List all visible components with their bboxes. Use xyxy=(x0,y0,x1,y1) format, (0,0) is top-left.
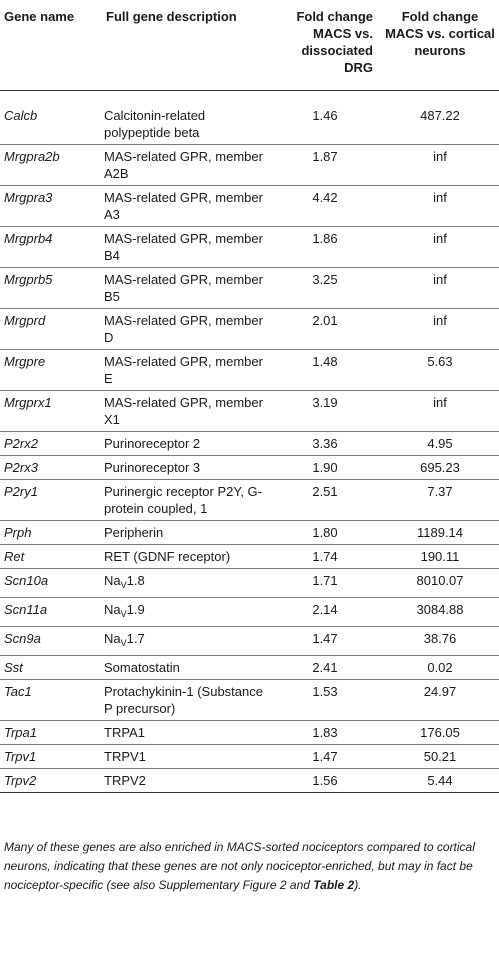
fold-drg-cell: 1.47 xyxy=(269,744,381,768)
table-row xyxy=(0,655,499,679)
description-main: Na xyxy=(104,572,121,588)
table-header xyxy=(0,0,499,90)
fold-drg-cell: 3.25 xyxy=(269,267,381,308)
gene-description-cell: Purinoreceptor 2 xyxy=(102,431,269,455)
fold-drg-cell: 3.19 xyxy=(269,390,381,431)
fold-cortical-cell: 1189.14 xyxy=(381,520,499,544)
header-gene-name: Gene name xyxy=(0,0,102,90)
gene-description-cell: Protachykinin-1 (Substance P precursor) xyxy=(102,679,269,720)
description-tail: 1.9 xyxy=(126,601,145,617)
fold-drg-cell: 2.41 xyxy=(269,655,381,679)
fold-cortical-cell: 5.44 xyxy=(381,768,499,792)
footnote-end: ). xyxy=(354,878,362,892)
description-subscript: V xyxy=(120,637,127,648)
gene-description-cell: TRPA1 xyxy=(102,720,269,744)
description-main: Na xyxy=(104,601,121,617)
gene-name-cell: Scn11a xyxy=(0,597,102,626)
gene-description-cell xyxy=(102,597,269,626)
fold-drg-cell: 1.74 xyxy=(269,544,381,568)
table-row xyxy=(0,568,499,597)
gene-name-cell: Sst xyxy=(0,655,102,679)
table-row xyxy=(0,349,499,390)
fold-cortical-cell: 0.02 xyxy=(381,655,499,679)
fold-cortical-cell: 4.95 xyxy=(381,431,499,455)
fold-drg-cell: 1.46 xyxy=(269,90,381,144)
gene-description-cell: Calcitonin-related polypeptide beta xyxy=(102,90,269,144)
table-row xyxy=(0,679,499,720)
gene-description-cell: RET (GDNF receptor) xyxy=(102,544,269,568)
gene-name-cell: Mrgprb4 xyxy=(0,226,102,267)
table-row xyxy=(0,479,499,520)
footnote-text: Many of these genes are also enriched in MACS-sorted nociceptors compared to cortical neurons, indicating that these genes are not only nociceptor-enriched, but may in fact be nociceptor-specific (see also Supplementary Figure 2 and xyxy=(4,840,475,892)
fold-cortical-cell: 176.05 xyxy=(381,720,499,744)
gene-description-cell: TRPV2 xyxy=(102,768,269,792)
table-row xyxy=(0,308,499,349)
fold-drg-cell: 1.56 xyxy=(269,768,381,792)
gene-description-cell: MAS-related GPR, member B5 xyxy=(102,267,269,308)
table-row xyxy=(0,626,499,655)
fold-drg-cell: 1.90 xyxy=(269,455,381,479)
gene-name-cell: Scn10a xyxy=(0,568,102,597)
table-row xyxy=(0,90,499,144)
fold-drg-cell: 1.87 xyxy=(269,144,381,185)
fold-drg-cell: 1.71 xyxy=(269,568,381,597)
table-row xyxy=(0,720,499,744)
fold-cortical-cell: 190.11 xyxy=(381,544,499,568)
fold-drg-cell: 1.53 xyxy=(269,679,381,720)
fold-cortical-cell: 7.37 xyxy=(381,479,499,520)
fold-cortical-cell: inf xyxy=(381,308,499,349)
fold-cortical-cell: 38.76 xyxy=(381,626,499,655)
gene-description-cell: Purinoreceptor 3 xyxy=(102,455,269,479)
table-row xyxy=(0,390,499,431)
description-tail: 1.7 xyxy=(126,630,145,646)
gene-description-cell xyxy=(102,568,269,597)
gene-name-cell: P2rx3 xyxy=(0,455,102,479)
fold-drg-cell: 2.51 xyxy=(269,479,381,520)
fold-cortical-cell: 3084.88 xyxy=(381,597,499,626)
gene-name-cell: Prph xyxy=(0,520,102,544)
gene-description-cell: Purinergic receptor P2Y, G-protein coupled, 1 xyxy=(102,479,269,520)
gene-description-cell: Peripherin xyxy=(102,520,269,544)
fold-drg-cell: 4.42 xyxy=(269,185,381,226)
gene-description-cell: MAS-related GPR, member X1 xyxy=(102,390,269,431)
table-row xyxy=(0,144,499,185)
gene-name-cell: Calcb xyxy=(0,90,102,144)
gene-name-cell: Mrgpra2b xyxy=(0,144,102,185)
gene-name-cell: Scn9a xyxy=(0,626,102,655)
fold-drg-cell: 1.86 xyxy=(269,226,381,267)
gene-name-cell: Mrgpre xyxy=(0,349,102,390)
description-subscript: V xyxy=(120,579,127,590)
gene-name-cell: Trpv1 xyxy=(0,744,102,768)
description-tail: 1.8 xyxy=(126,572,145,588)
gene-name-cell: Trpa1 xyxy=(0,720,102,744)
fold-cortical-cell: 50.21 xyxy=(381,744,499,768)
table-row xyxy=(0,185,499,226)
fold-cortical-cell: inf xyxy=(381,185,499,226)
fold-cortical-cell: 24.97 xyxy=(381,679,499,720)
table-row xyxy=(0,744,499,768)
fold-drg-cell: 2.01 xyxy=(269,308,381,349)
gene-description-cell: MAS-related GPR, member E xyxy=(102,349,269,390)
gene-description-cell xyxy=(102,626,269,655)
gene-description-cell: MAS-related GPR, member D xyxy=(102,308,269,349)
gene-name-cell: Ret xyxy=(0,544,102,568)
gene-description-cell: MAS-related GPR, member A3 xyxy=(102,185,269,226)
gene-name-cell: Tac1 xyxy=(0,679,102,720)
table-row xyxy=(0,544,499,568)
table-row xyxy=(0,597,499,626)
description-main: Na xyxy=(104,630,121,646)
fold-drg-cell: 1.48 xyxy=(269,349,381,390)
fold-cortical-cell: 5.63 xyxy=(381,349,499,390)
fold-cortical-cell: 487.22 xyxy=(381,90,499,144)
gene-name-cell: P2ry1 xyxy=(0,479,102,520)
fold-drg-cell: 1.47 xyxy=(269,626,381,655)
table-row xyxy=(0,768,499,792)
table-body xyxy=(0,90,499,792)
table-footnote xyxy=(4,838,495,895)
table-row xyxy=(0,226,499,267)
fold-drg-cell: 3.36 xyxy=(269,431,381,455)
gene-description-cell: MAS-related GPR, member A2B xyxy=(102,144,269,185)
table-row xyxy=(0,431,499,455)
fold-cortical-cell: inf xyxy=(381,267,499,308)
header-fold-cortical: Fold change MACS vs. cortical neurons xyxy=(381,0,499,90)
gene-name-cell: Mrgpra3 xyxy=(0,185,102,226)
gene-name-cell: Trpv2 xyxy=(0,768,102,792)
gene-name-cell: P2rx2 xyxy=(0,431,102,455)
table-row xyxy=(0,267,499,308)
fold-cortical-cell: inf xyxy=(381,226,499,267)
footnote-table-ref: Table 2 xyxy=(313,878,355,892)
gene-description-cell: TRPV1 xyxy=(102,744,269,768)
gene-description-cell: Somatostatin xyxy=(102,655,269,679)
fold-drg-cell: 1.83 xyxy=(269,720,381,744)
header-fold-drg: Fold change MACS vs. dissociated DRG xyxy=(269,0,381,90)
fold-drg-cell: 1.80 xyxy=(269,520,381,544)
fold-cortical-cell: 695.23 xyxy=(381,455,499,479)
table-row xyxy=(0,520,499,544)
fold-cortical-cell: inf xyxy=(381,390,499,431)
fold-drg-cell: 2.14 xyxy=(269,597,381,626)
gene-name-cell: Mrgprb5 xyxy=(0,267,102,308)
description-subscript: V xyxy=(120,608,127,619)
table-row xyxy=(0,455,499,479)
gene-name-cell: Mrgprx1 xyxy=(0,390,102,431)
gene-description-cell: MAS-related GPR, member B4 xyxy=(102,226,269,267)
fold-cortical-cell: inf xyxy=(381,144,499,185)
fold-cortical-cell: 8010.07 xyxy=(381,568,499,597)
gene-name-cell: Mrgprd xyxy=(0,308,102,349)
header-description: Full gene description xyxy=(102,0,269,90)
